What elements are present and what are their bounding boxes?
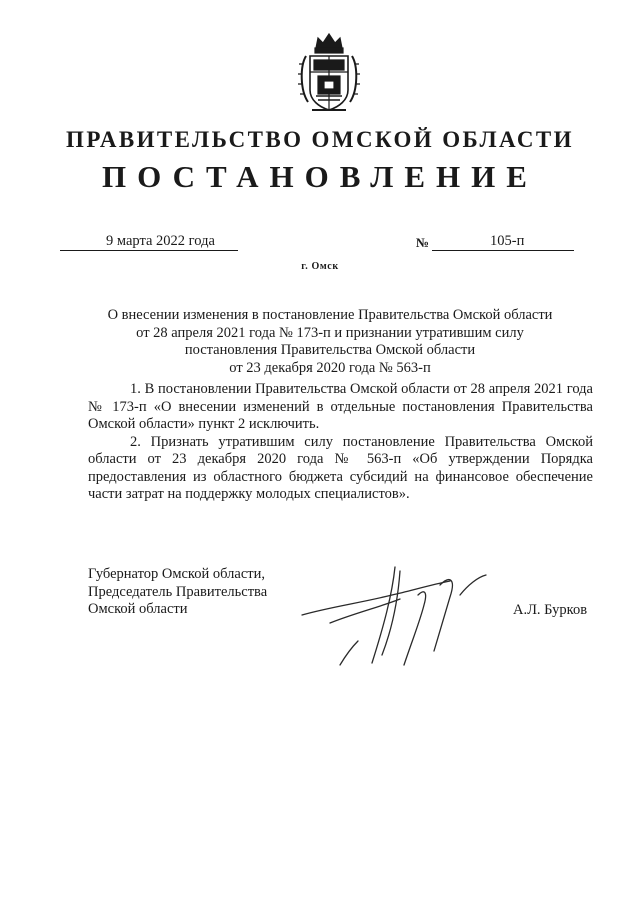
document-heading (90, 307, 570, 377)
document-type-title: ПОСТАНОВЛЕНИЕ (102, 159, 538, 194)
date-underline (60, 250, 238, 251)
signatory-name: А.Л. Бурков (513, 602, 588, 618)
city-label: г. Омск (301, 261, 339, 272)
signature-image (300, 555, 500, 680)
government-title: ПРАВИТЕЛЬСТВО ОМСКОЙ ОБЛАСТИ (66, 127, 574, 152)
heading-line: постановления Правительства Омской области (184, 342, 476, 358)
paragraph-1: 1. В постановлении Правительства Омской области от 28 апреля 2021 года № 173-п «О внесении изменений в отдельные постановления Правительства Омской области» пункт 2 исключить. (88, 381, 593, 432)
number-label: № (416, 235, 430, 250)
position-line: Омской области (88, 601, 188, 617)
coat-of-arms-icon (296, 30, 362, 114)
heading-line: О внесении изменения в постановление Правительства Омской области (107, 307, 553, 323)
signatory-position (88, 566, 267, 619)
position-line: Председатель Правительства (88, 583, 268, 600)
document-number: 105-п (490, 233, 525, 249)
position-line: Губернатор Омской области, (88, 566, 265, 582)
number-underline (432, 250, 574, 251)
paragraph-2: 2. Признать утратившим силу постановление Правительства Омской области от 23 декабря 2020 года № 563-п «Об утверждении Порядка предоставления из областного бюджета субсидий на финансовое обеспечение части затрат на поддержку молодых специалистов». (88, 433, 593, 502)
heading-line: от 23 декабря 2020 года № 563-п (229, 359, 431, 376)
document-body (88, 381, 593, 504)
heading-line: от 28 апреля 2021 года № 173-п и признании утратившим силу (136, 324, 524, 341)
document-date: 9 марта 2022 года (106, 233, 215, 249)
